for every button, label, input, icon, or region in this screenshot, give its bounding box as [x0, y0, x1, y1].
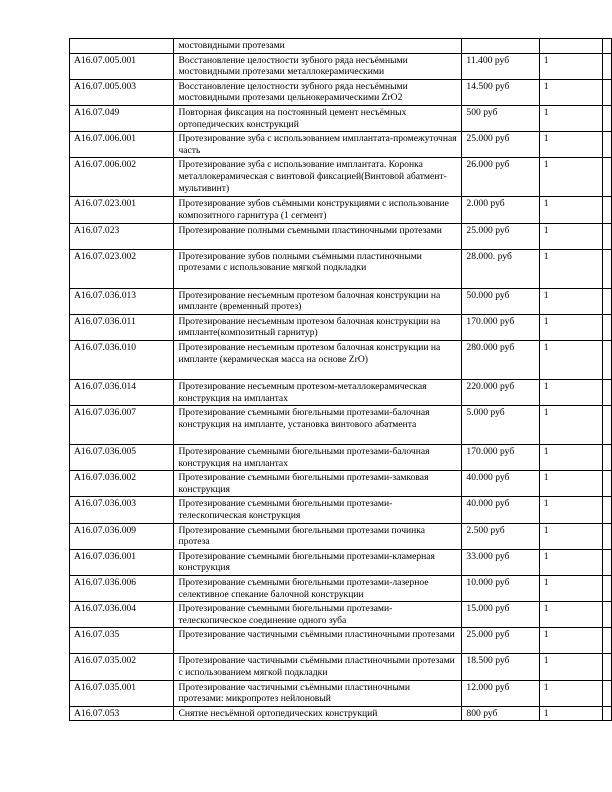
empty-cell	[602, 288, 611, 314]
empty-cell	[602, 654, 611, 680]
empty-cell	[602, 197, 611, 223]
service-code-cell: A16.07.035.002	[70, 654, 174, 680]
table-row	[70, 105, 612, 131]
service-name-cell: Протезирование съемными бюгельными протезами-телескопическая конструкция	[174, 497, 462, 523]
service-code-cell: A16.07.036.005	[70, 445, 174, 471]
service-quantity-cell: 1	[539, 680, 602, 706]
service-code-cell: A16.07.006.001	[70, 132, 174, 158]
service-name-cell: Протезирование съемными бюгельными протезами-балочная конструкция на импланте, установка винтового абатмента	[174, 406, 462, 445]
service-name-cell: Протезирование съемными бюгельными протезами-телескопическое соединение одного зуба	[174, 602, 462, 628]
service-quantity-cell: 1	[539, 471, 602, 497]
service-name-cell: Протезирование частичными съёмными пластиночными протезами	[174, 628, 462, 654]
service-price-cell: 25.000 руб	[462, 223, 539, 249]
service-code-cell: A16.07.005.001	[70, 53, 174, 79]
service-quantity-cell: 1	[539, 314, 602, 340]
service-price-cell: 500 руб	[462, 105, 539, 131]
service-code-cell: A16.07.023.001	[70, 197, 174, 223]
service-name-cell: Протезирование зуба с использование имплантата. Коронка металлокерамическая с винтовой фиксацией(Винтовой абатмент-мультивинт)	[174, 158, 462, 197]
service-quantity-cell: 1	[539, 628, 602, 654]
table-row	[70, 79, 612, 105]
empty-cell	[602, 471, 611, 497]
service-code-cell: A16.07.036.013	[70, 288, 174, 314]
service-name-cell: Протезирование частичными съёмными пластиночными протезами с использованием мягкой подкладки	[174, 654, 462, 680]
service-code-cell: A16.07.053	[70, 706, 174, 721]
service-quantity-cell: 1	[539, 549, 602, 575]
service-name-cell: Протезирование частичными съёмными пластиночными протезами: микропротез нейлоновый	[174, 680, 462, 706]
empty-cell	[602, 53, 611, 79]
table-row	[70, 654, 612, 680]
service-price-cell: 25.000 руб	[462, 132, 539, 158]
table-row	[70, 576, 612, 602]
table-row	[70, 53, 612, 79]
price-table-body	[70, 39, 612, 721]
service-code-cell: A16.07.035	[70, 628, 174, 654]
service-price-cell: 14.500 руб	[462, 79, 539, 105]
service-name-cell: Протезирование зубов съёмными конструкциями с использование композитного гарнитура (1 сегмент)	[174, 197, 462, 223]
empty-cell	[602, 340, 611, 379]
service-code-cell: A16.07.036.009	[70, 523, 174, 549]
service-price-cell	[462, 39, 539, 54]
service-price-cell: 800 руб	[462, 706, 539, 721]
empty-cell	[602, 249, 611, 288]
table-row	[70, 680, 612, 706]
service-price-cell: 10.000 руб	[462, 576, 539, 602]
service-name-cell: Протезирование съемными бюгельными протезами-замковая конструкция	[174, 471, 462, 497]
table-row	[70, 628, 612, 654]
service-code-cell: A16.07.036.004	[70, 602, 174, 628]
table-row	[70, 249, 612, 288]
service-price-cell: 5.000 руб	[462, 406, 539, 445]
service-name-cell: мостовидными протезами	[174, 39, 462, 54]
service-price-cell: 170.000 руб	[462, 314, 539, 340]
service-name-cell: Протезирование съемными бюгельными протезами починка протеза	[174, 523, 462, 549]
table-row	[70, 602, 612, 628]
empty-cell	[602, 445, 611, 471]
service-price-cell: 26.000 руб	[462, 158, 539, 197]
service-price-cell: 25.000 руб	[462, 628, 539, 654]
table-row	[70, 406, 612, 445]
service-quantity-cell: 1	[539, 105, 602, 131]
service-quantity-cell: 1	[539, 654, 602, 680]
empty-cell	[602, 602, 611, 628]
empty-cell	[602, 79, 611, 105]
service-quantity-cell: 1	[539, 132, 602, 158]
service-quantity-cell: 1	[539, 288, 602, 314]
empty-cell	[602, 105, 611, 131]
table-row	[70, 549, 612, 575]
service-code-cell: A16.07.005.003	[70, 79, 174, 105]
price-table	[69, 38, 612, 721]
service-price-cell: 2.500 руб	[462, 523, 539, 549]
service-code-cell: A16.07.049	[70, 105, 174, 131]
service-code-cell: A16.07.036.011	[70, 314, 174, 340]
empty-cell	[602, 223, 611, 249]
service-price-cell: 33.000 руб	[462, 549, 539, 575]
service-quantity-cell: 1	[539, 53, 602, 79]
empty-cell	[602, 39, 611, 54]
service-quantity-cell: 1	[539, 223, 602, 249]
table-row	[70, 197, 612, 223]
service-price-cell: 40.000 руб	[462, 497, 539, 523]
service-name-cell: Протезирование несъемным протезом балочная конструкции на импланте (керамическая масса на основе ZrO)	[174, 340, 462, 379]
service-name-cell: Протезирование несъемным протезом-металлокерамическая конструкция на имплантах	[174, 379, 462, 405]
table-row	[70, 497, 612, 523]
empty-cell	[602, 628, 611, 654]
table-row	[70, 158, 612, 197]
service-quantity-cell: 1	[539, 602, 602, 628]
service-quantity-cell: 1	[539, 79, 602, 105]
empty-cell	[602, 379, 611, 405]
service-name-cell: Снятие несъёмной ортопедических конструкций	[174, 706, 462, 721]
service-price-cell: 11.400 руб	[462, 53, 539, 79]
service-code-cell: A16.07.023	[70, 223, 174, 249]
service-code-cell: A16.07.006.002	[70, 158, 174, 197]
service-price-cell: 50.000 руб	[462, 288, 539, 314]
service-name-cell: Восстановление целостности зубного ряда несъёмными мостовидными протезами металлокерамическими	[174, 53, 462, 79]
service-name-cell: Протезирование зуба с использованием имплантата-промежуточная часть	[174, 132, 462, 158]
empty-cell	[602, 497, 611, 523]
service-name-cell: Протезирование съемными бюгельными протезами-кламерная конструкция	[174, 549, 462, 575]
service-code-cell: A16.07.035.001	[70, 680, 174, 706]
empty-cell	[602, 523, 611, 549]
table-row	[70, 445, 612, 471]
service-quantity-cell: 1	[539, 340, 602, 379]
empty-cell	[602, 549, 611, 575]
service-quantity-cell: 1	[539, 158, 602, 197]
service-price-cell: 2.000 руб	[462, 197, 539, 223]
empty-cell	[602, 576, 611, 602]
service-name-cell: Протезирование несъемным протезом балочная конструкции на импланте(композитный гарнитур)	[174, 314, 462, 340]
service-price-cell: 170.000 руб	[462, 445, 539, 471]
service-name-cell: Протезирование несъемным протезом балочная конструкции на импланте (временный протез)	[174, 288, 462, 314]
service-price-cell: 18.500 руб	[462, 654, 539, 680]
service-code-cell: A16.07.036.006	[70, 576, 174, 602]
service-name-cell: Протезирование съемными бюгельными протезами-балочная конструкция на имплантах	[174, 445, 462, 471]
service-name-cell: Протезирование зубов полными съёмными пластиночными протезами с использование мягкой подкладки	[174, 249, 462, 288]
service-code-cell: A16.07.036.010	[70, 340, 174, 379]
empty-cell	[602, 314, 611, 340]
service-code-cell: A16.07.036.002	[70, 471, 174, 497]
service-price-cell: 15.000 руб	[462, 602, 539, 628]
service-code-cell	[70, 39, 174, 54]
table-row	[70, 340, 612, 379]
service-name-cell: Восстановление целостности зубного ряда несъёмными мостовидными протезами цельнокерамическими ZrO2	[174, 79, 462, 105]
table-row	[70, 223, 612, 249]
service-code-cell: A16.07.036.007	[70, 406, 174, 445]
table-row	[70, 132, 612, 158]
service-quantity-cell: 1	[539, 706, 602, 721]
service-price-cell: 220.000 руб	[462, 379, 539, 405]
service-quantity-cell: 1	[539, 379, 602, 405]
table-row	[70, 314, 612, 340]
service-quantity-cell: 1	[539, 249, 602, 288]
table-row	[70, 379, 612, 405]
service-quantity-cell: 1	[539, 523, 602, 549]
table-row	[70, 523, 612, 549]
service-quantity-cell: 1	[539, 576, 602, 602]
service-quantity-cell	[539, 39, 602, 54]
empty-cell	[602, 706, 611, 721]
service-price-cell: 28.000. руб	[462, 249, 539, 288]
empty-cell	[602, 158, 611, 197]
service-code-cell: A16.07.023.002	[70, 249, 174, 288]
service-price-cell: 40.000 руб	[462, 471, 539, 497]
service-name-cell: Повторная фиксация на постоянный цемент несъёмных ортопедических конструкций	[174, 105, 462, 131]
service-price-cell: 12.000 руб	[462, 680, 539, 706]
table-row	[70, 706, 612, 721]
service-quantity-cell: 1	[539, 445, 602, 471]
empty-cell	[602, 132, 611, 158]
empty-cell	[602, 406, 611, 445]
service-name-cell: Протезирование полными съемными пластиночными протезами	[174, 223, 462, 249]
service-name-cell: Протезирование съемными бюгельными протезами-лазерное селективное спекание балочной конструкции	[174, 576, 462, 602]
service-quantity-cell: 1	[539, 197, 602, 223]
table-row	[70, 288, 612, 314]
service-code-cell: A16.07.036.001	[70, 549, 174, 575]
table-row	[70, 471, 612, 497]
service-code-cell: A16.07.036.014	[70, 379, 174, 405]
service-quantity-cell: 1	[539, 497, 602, 523]
service-price-cell: 280.000 руб	[462, 340, 539, 379]
table-row	[70, 39, 612, 54]
service-code-cell: A16.07.036.003	[70, 497, 174, 523]
service-quantity-cell: 1	[539, 406, 602, 445]
empty-cell	[602, 680, 611, 706]
